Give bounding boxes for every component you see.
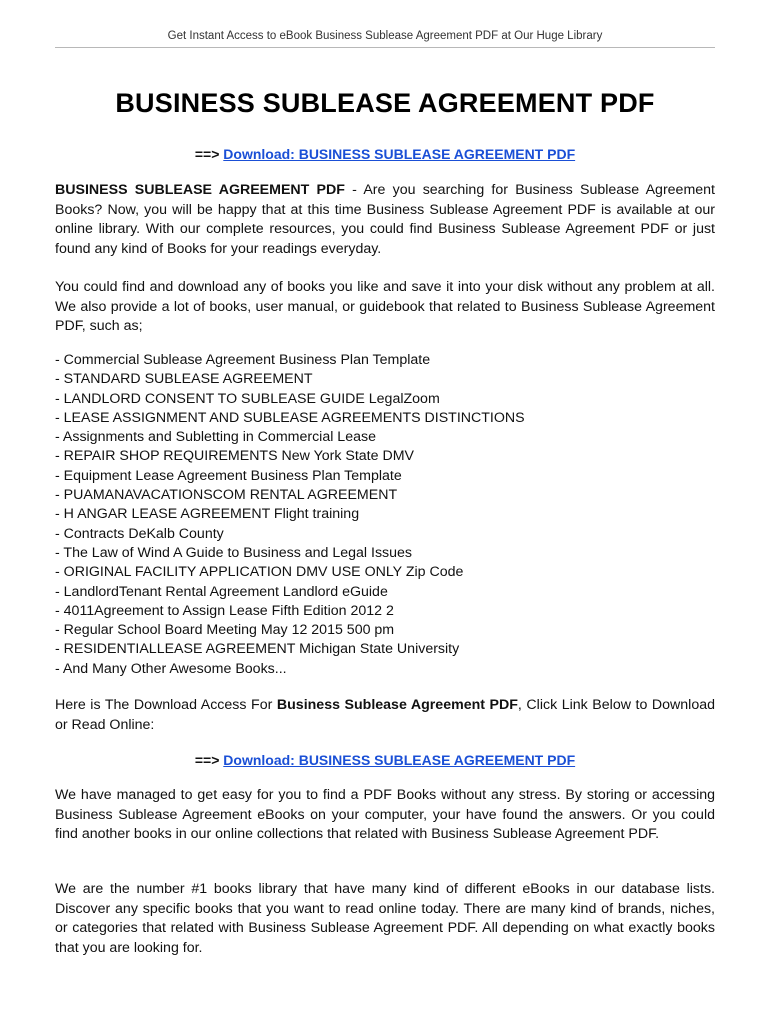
related-books-list xyxy=(55,351,715,679)
list-item: - Assignments and Subletting in Commercial Lease xyxy=(55,429,376,446)
list-item: - Equipment Lease Agreement Business Plan Template xyxy=(55,467,402,484)
list-item: - RESIDENTIALLEASE AGREEMENT Michigan State University xyxy=(55,641,460,658)
download-arrow: ==> xyxy=(194,752,220,768)
list-item: - LEASE ASSIGNMENT AND SUBLEASE AGREEMENTS DISTINCTIONS xyxy=(55,409,525,426)
list-item: - LANDLORD CONSENT TO SUBLEASE GUIDE LegalZoom xyxy=(55,390,440,407)
access-prefix: Here is The Download Access For xyxy=(55,697,277,713)
header-divider xyxy=(55,47,715,48)
list-item: - H ANGAR LEASE AGREEMENT Flight training xyxy=(55,506,360,523)
list-item: - LandlordTenant Rental Agreement Landlord eGuide xyxy=(55,583,388,600)
page-title: BUSINESS SUBLEASE AGREEMENT PDF xyxy=(115,88,655,118)
intro-bold-lead: BUSINESS SUBLEASE AGREEMENT PDF xyxy=(55,182,345,198)
list-item: - REPAIR SHOP REQUIREMENTS New York State DMV xyxy=(55,448,414,465)
list-item: - And Many Other Awesome Books... xyxy=(55,660,287,677)
books-paragraph: You could find and download any of books you like and save it into your disk without any problem at all. We also provide a lot of books, user manual, or guidebook that related to Business Sublease Agreement PDF, such as; xyxy=(55,279,715,334)
list-item: - ORIGINAL FACILITY APPLICATION DMV USE ONLY Zip Code xyxy=(55,564,464,581)
page-header-text: Get Instant Access to eBook Business Sublease Agreement PDF at Our Huge Library xyxy=(167,30,603,42)
access-bold: Business Sublease Agreement PDF xyxy=(276,697,518,713)
list-item: - 4011Agreement to Assign Lease Fifth Edition 2012 2 xyxy=(55,602,394,619)
list-item: - Contracts DeKalb County xyxy=(55,525,224,542)
download-line-bottom xyxy=(55,752,715,768)
access-paragraph xyxy=(55,696,715,735)
access-suffix: , Click Link Below to Download or Read Online: xyxy=(55,697,716,733)
list-item: - STANDARD SUBLEASE AGREEMENT xyxy=(55,371,313,388)
download-link-top[interactable]: Download: BUSINESS SUBLEASE AGREEMENT PDF xyxy=(223,146,576,162)
storage-paragraph: We have managed to get easy for you to find a PDF Books without any stress. By storing or accessing Business Sublease Agreement eBooks on your computer, your have found the answers. Or you could find another books in our online collections that related with Business Sublease Agreement PDF. xyxy=(55,787,715,842)
list-item: - The Law of Wind A Guide to Business and Legal Issues xyxy=(55,544,412,561)
library-paragraph: We are the number #1 books library that have many kind of different eBooks in our database lists. Discover any specific books that you want to read online today. There are many kind of brands, niches, or categories that related with Business Sublease Agreement PDF. All depending on what exactly books that you are looking for. xyxy=(55,881,715,956)
download-link-bottom[interactable]: Download: BUSINESS SUBLEASE AGREEMENT PDF xyxy=(223,752,576,768)
download-line-top xyxy=(55,146,715,162)
list-item: - PUAMANAVACATIONSCOM RENTAL AGREEMENT xyxy=(55,487,398,504)
download-arrow: ==> xyxy=(194,146,220,162)
list-item: - Commercial Sublease Agreement Business Plan Template xyxy=(55,352,431,368)
intro-text: - Are you searching for Business Sublease Agreement Books? Now, you will be happy that at this time Business Sublease Agreement PDF is available at our online library. With our complete resources, you could find Business Sublease Agreement PDF or just found any kind of Books for your readings everyday. xyxy=(55,182,715,257)
intro-paragraph xyxy=(55,181,715,259)
list-item: - Regular School Board Meeting May 12 2015 500 pm xyxy=(55,622,395,639)
